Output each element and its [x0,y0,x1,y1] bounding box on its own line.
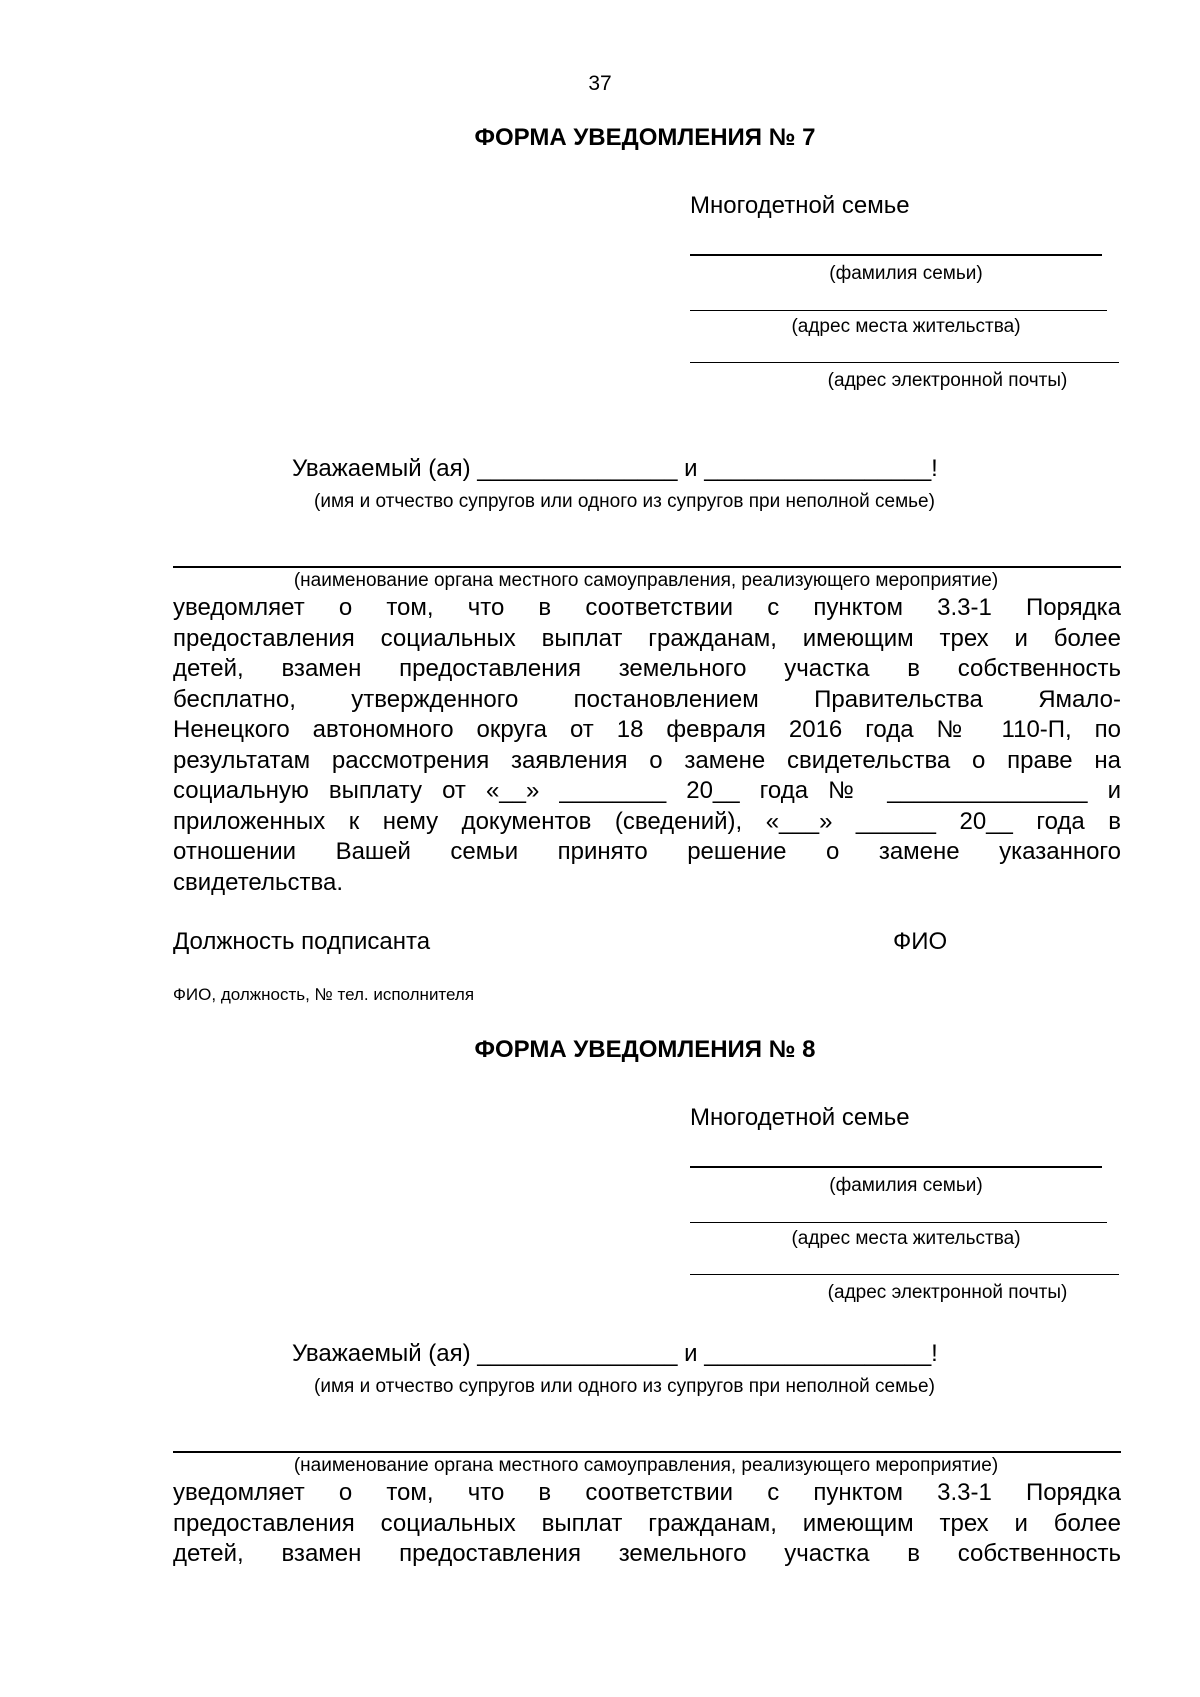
form-8-org-line [173,1451,1121,1453]
body-line: бесплатно, утвержденного постановлением Правительства Ямало- [173,685,1121,713]
form-8-recipient-label: Многодетной семье [690,1104,910,1131]
form-7-org-line [173,566,1121,568]
form-8-address-caption: (адрес места жительства) [791,1228,1021,1249]
page-number: 37 [588,72,612,95]
form-7-family-line [690,254,1102,256]
form-7-signer-position: Должность подписанта [173,928,431,955]
form-7-email-caption: (адрес электронной почты) [827,370,1068,391]
body-line: свидетельства. [173,868,343,896]
form-8-email-caption: (адрес электронной почты) [827,1282,1068,1303]
form-8-greeting: Уважаемый (ая) _______________ и _________________! [292,1340,938,1367]
body-line: результатам рассмотрения заявления о замене свидетельства о праве на [173,746,1121,774]
body-line: Ненецкого автономного округа от 18 февраля 2016 года № 110-П, по [173,716,1121,743]
body-line: уведомляет о том, что в соответствии с пунктом 3.3-1 Порядка [173,594,1121,621]
body-line: отношении Вашей семьи принято решение о замене указанного [173,838,1121,865]
form-7-signer-fio: ФИО [893,928,948,955]
body-line: детей, взамен предоставления земельного участка в собственность [173,655,1121,682]
form-8-family-line [690,1166,1102,1168]
body-line: приложенных к нему документов (сведений), «___» ______ 20__ года в [173,807,1121,835]
form-7-address-line [690,310,1107,311]
body-line: предоставления социальных выплат гражданам, имеющим трех и более [173,624,1121,652]
body-line: уведомляет о том, что в соответствии с пунктом 3.3-1 Порядка [173,1479,1121,1506]
body-line: предоставления социальных выплат гражданам, имеющим трех и более [173,1509,1121,1537]
form-8-email-line [690,1274,1119,1275]
form-8-greeting-caption: (имя и отчество супругов или одного из супругов при неполной семье) [314,1376,935,1397]
form-7-address-caption: (адрес места жительства) [791,316,1021,337]
form-7-recipient-label: Многодетной семье [690,192,910,219]
form-8-org-caption: (наименование органа местного самоуправления, реализующего мероприятие) [293,1455,999,1476]
form-7-executor: ФИО, должность, № тел. исполнителя [173,985,475,1004]
body-line: социальную выплату от «__» ________ 20__ года № _______________ и [173,777,1121,804]
form-7-greeting-caption: (имя и отчество супругов или одного из супругов при неполной семье) [314,491,935,512]
form-8-body-text [173,1478,1121,1570]
form-7-org-caption: (наименование органа местного самоуправления, реализующего мероприятие) [293,570,999,591]
form-8-title: ФОРМА УВЕДОМЛЕНИЯ № 8 [474,1036,816,1063]
form-7-greeting: Уважаемый (ая) _______________ и _________________! [292,455,938,482]
form-8-family-caption: (фамилия семьи) [829,1175,983,1196]
form-7-family-caption: (фамилия семьи) [829,263,983,284]
form-7-email-line [690,362,1119,363]
form-7-body-text [173,593,1121,898]
form-7-title: ФОРМА УВЕДОМЛЕНИЯ № 7 [474,124,816,151]
body-line: детей, взамен предоставления земельного участка в собственность [173,1540,1121,1567]
form-8-address-line [690,1222,1107,1223]
